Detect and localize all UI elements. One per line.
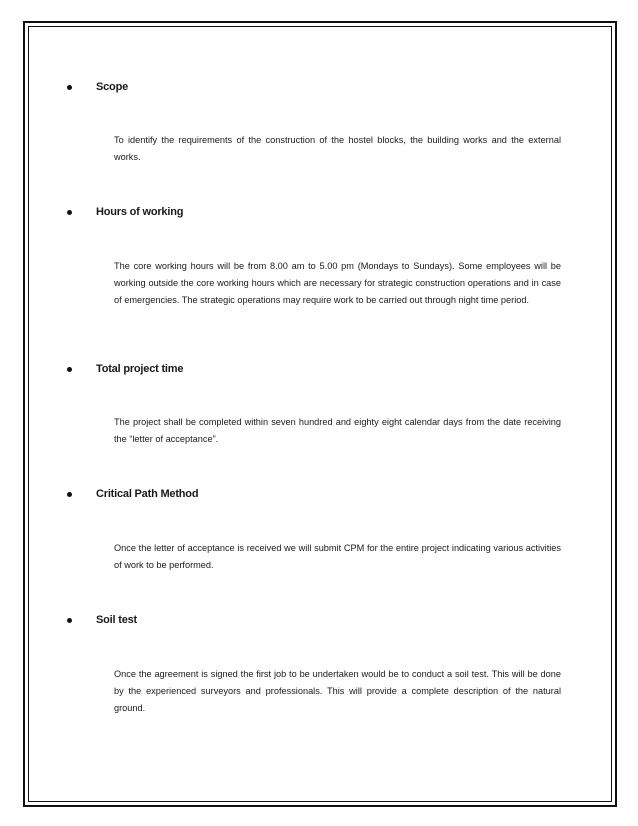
bullet-icon — [67, 618, 72, 623]
section-heading — [67, 612, 137, 628]
bullet-icon — [67, 85, 72, 90]
bullet-icon — [67, 210, 72, 215]
section-heading — [67, 486, 198, 502]
bullet-icon — [67, 367, 72, 372]
section-body: The core working hours will be from 8.00 am to 5.00 pm (Mondays to Sundays). Some employees will be working outside the core working hours which are necessary for strategic construction operations and in case of emergencies. The strategic operations may require work to be carried out through night time period. — [114, 261, 561, 305]
section-heading — [67, 361, 183, 377]
section-body: Once the agreement is signed the first job to be undertaken would be to conduct a soil test. This will be done by the experienced surveyors and professionals. This will provide a complete description of the natural ground. — [114, 669, 561, 713]
section-heading-text: Soil test — [96, 614, 137, 626]
section-heading — [67, 204, 183, 220]
section-body: To identify the requirements of the construction of the hostel blocks, the building works and the external works. — [114, 135, 561, 162]
section-heading-text: Total project time — [96, 363, 184, 375]
section-heading — [67, 79, 128, 95]
section-heading-text: Hours of working — [96, 206, 184, 218]
bullet-icon — [67, 492, 72, 497]
section-heading-text: Critical Path Method — [96, 488, 199, 500]
section-body: The project shall be completed within seven hundred and eighty eight calendar days from the date receiving the “letter of acceptance”. — [114, 417, 561, 444]
section-heading-text: Scope — [96, 81, 129, 93]
section-body: Once the letter of acceptance is received we will submit CPM for the entire project indicating various activities of work to be performed. — [114, 543, 561, 570]
